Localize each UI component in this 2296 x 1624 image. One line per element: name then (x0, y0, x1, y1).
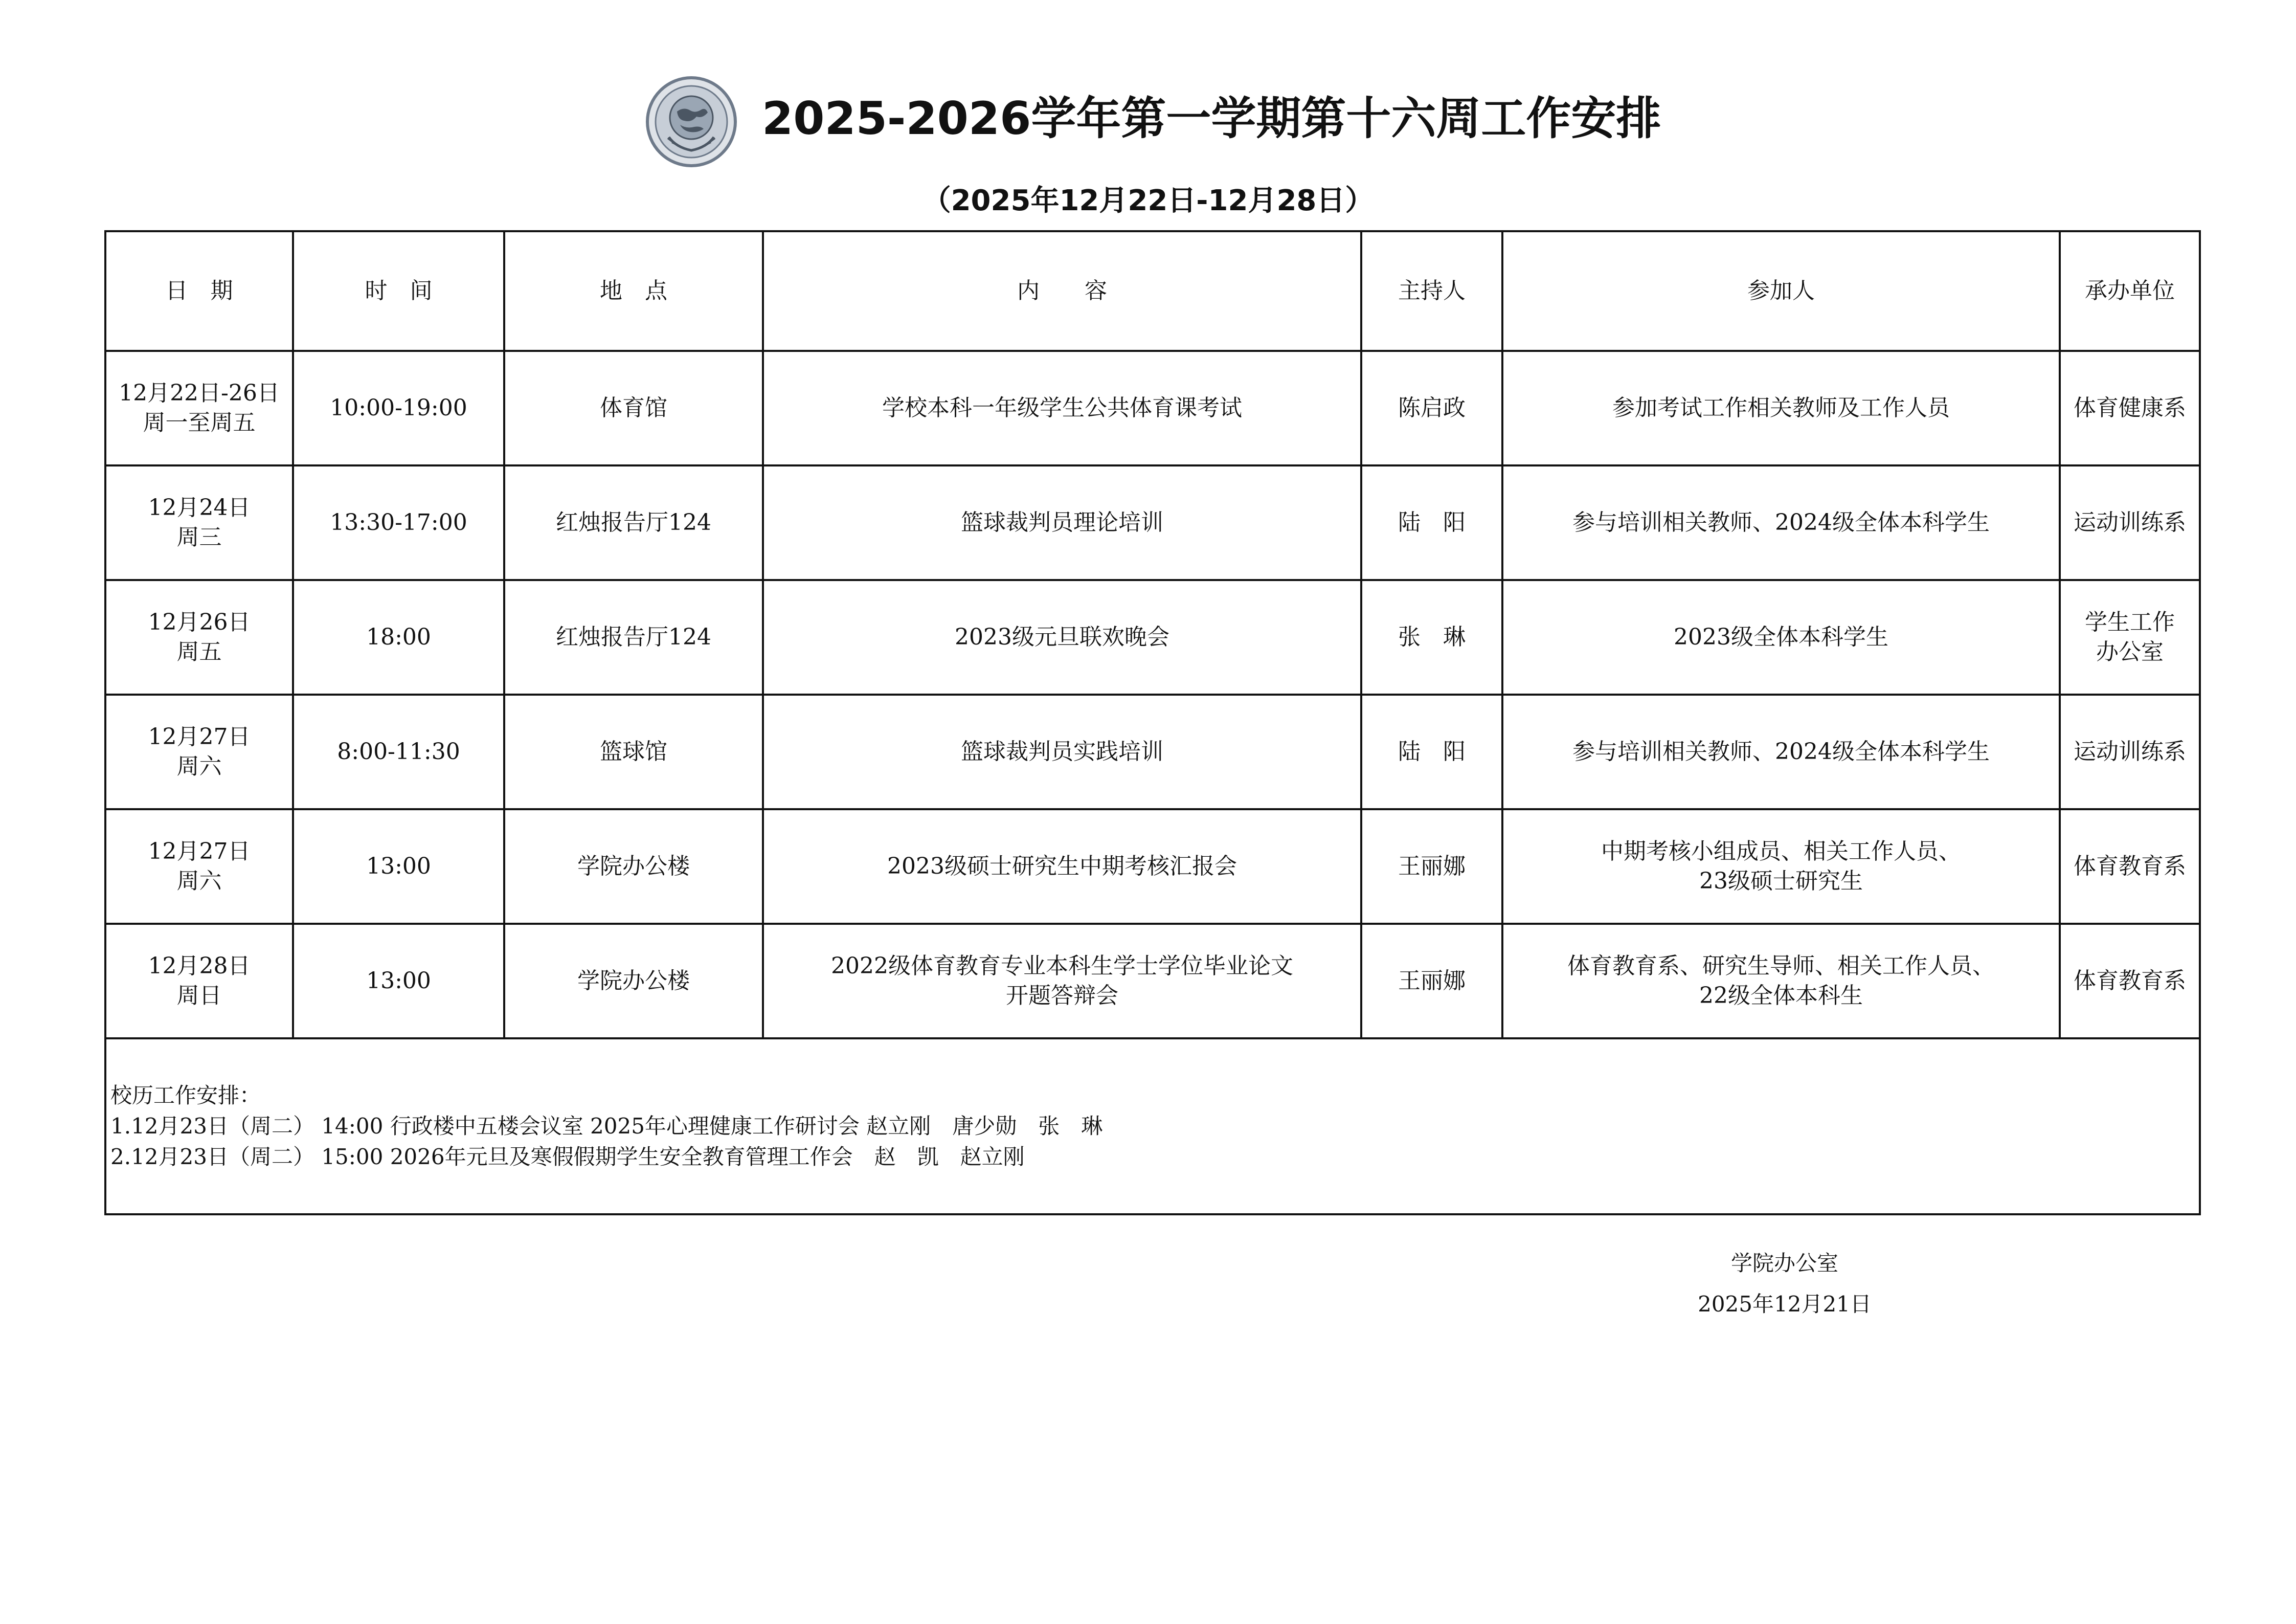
organizer-cell-line: 运动训练系 (2074, 739, 2186, 765)
participants-cell-line: 参与培训相关教师、2024级全体本科学生 (1572, 739, 1990, 765)
date-cell-line: 12月27日 (148, 838, 251, 864)
host-cell: 张 琳 (1361, 580, 1502, 695)
organizer-cell (2060, 809, 2200, 924)
date-cell (105, 465, 293, 580)
date-cell-line: 周五 (176, 639, 222, 665)
participants-cell-line: 22级全体本科生 (1699, 983, 1863, 1009)
footer-signature (1682, 1243, 1887, 1325)
participants-cell-line: 体育教育系、研究生导师、相关工作人员、 (1567, 953, 1995, 979)
content-cell (763, 695, 1361, 809)
host-cell: 陈启政 (1361, 351, 1502, 465)
participants-cell (1502, 924, 2060, 1038)
date-cell-line: 周一至周五 (143, 410, 256, 436)
content-cell (763, 809, 1361, 924)
content-cell-line: 2022级体育教育专业本科生学士学位毕业论文 (831, 953, 1293, 979)
date-cell (105, 695, 293, 809)
participants-cell (1502, 809, 2060, 924)
place-cell: 学院办公楼 (504, 809, 763, 924)
date-cell-line: 周六 (176, 868, 222, 894)
time-cell: 13:00 (293, 809, 504, 924)
participants-cell-line: 参与培训相关教师、2024级全体本科学生 (1572, 509, 1990, 536)
organizer-cell-line: 运动训练系 (2074, 509, 2186, 536)
host-cell: 王丽娜 (1361, 924, 1502, 1038)
organizer-cell-line: 体育教育系 (2074, 853, 2186, 879)
organizer-cell (2060, 351, 2200, 465)
content-cell (763, 924, 1361, 1038)
organizer-cell-line: 体育教育系 (2074, 968, 2186, 994)
organizer-cell (2060, 924, 2200, 1038)
date-cell-line: 12月24日 (148, 495, 251, 521)
issue-date: 2025年12月21日 (1698, 1292, 1872, 1317)
participants-cell (1502, 695, 2060, 809)
notes-row (105, 1038, 2200, 1214)
school-calendar-notes (105, 1038, 2200, 1214)
column-header: 承办单位 (2060, 231, 2200, 351)
content-cell (763, 351, 1361, 465)
participants-cell-line: 2023级全体本科学生 (1674, 624, 1888, 650)
table-row (105, 924, 2200, 1038)
content-cell-line: 篮球裁判员实践培训 (961, 739, 1163, 765)
participants-cell-line: 23级硕士研究生 (1699, 868, 1863, 894)
column-header: 主持人 (1361, 231, 1502, 351)
organizer-cell (2060, 695, 2200, 809)
organizer-cell-line: 体育健康系 (2074, 395, 2186, 421)
organizer-cell (2060, 580, 2200, 695)
organizer-cell-line: 办公室 (2096, 639, 2164, 665)
time-cell: 13:30-17:00 (293, 465, 504, 580)
table-row (105, 351, 2200, 465)
time-cell: 13:00 (293, 924, 504, 1038)
participants-cell (1502, 465, 2060, 580)
participants-cell (1502, 351, 2060, 465)
place-cell: 学院办公楼 (504, 924, 763, 1038)
date-cell (105, 924, 293, 1038)
column-header: 地 点 (504, 231, 763, 351)
school-seal-icon (645, 76, 737, 168)
host-cell: 陆 阳 (1361, 465, 1502, 580)
organizer-cell (2060, 465, 2200, 580)
column-header: 内 容 (763, 231, 1361, 351)
table-header-row (105, 231, 2200, 351)
date-cell-line: 周三 (176, 524, 222, 550)
table-row (105, 695, 2200, 809)
content-cell-line: 篮球裁判员理论培训 (961, 509, 1163, 536)
participants-cell (1502, 580, 2060, 695)
participants-cell-line: 中期考核小组成员、相关工作人员、 (1601, 838, 1961, 864)
date-cell-line: 周日 (176, 983, 222, 1009)
schedule-table (104, 230, 2201, 1215)
page-title: 2025-2026学年第一学期第十六周工作安排 (762, 92, 1661, 145)
time-cell: 10:00-19:00 (293, 351, 504, 465)
place-cell: 篮球馆 (504, 695, 763, 809)
note-item: 1.12月23日（周二） 14:00 行政楼中五楼会议室 2025年心理健康工作研讨会 赵立刚 唐少勋 张 琳 (110, 1114, 1103, 1139)
participants-cell-line: 参加考试工作相关教师及工作人员 (1612, 395, 1950, 421)
table-row (105, 465, 2200, 580)
notes-heading: 校历工作安排： (110, 1083, 261, 1108)
time-cell: 18:00 (293, 580, 504, 695)
date-cell-line: 周六 (176, 753, 222, 780)
column-header: 参加人 (1502, 231, 2060, 351)
column-header: 日 期 (105, 231, 293, 351)
table-body (105, 351, 2200, 1038)
date-cell-line: 12月22日-26日 (119, 380, 280, 406)
place-cell: 红烛报告厅124 (504, 465, 763, 580)
place-cell: 红烛报告厅124 (504, 580, 763, 695)
date-cell (105, 351, 293, 465)
content-cell-line: 开题答辩会 (1006, 983, 1118, 1009)
note-item: 2.12月23日（周二） 15:00 2026年元旦及寒假假期学生安全教育管理工作会 赵 凯 赵立刚 (110, 1144, 1025, 1169)
table-row (105, 809, 2200, 924)
place-cell: 体育馆 (504, 351, 763, 465)
content-cell-line: 学校本科一年级学生公共体育课考试 (882, 395, 1242, 421)
date-cell (105, 580, 293, 695)
organizer-cell-line: 学生工作 (2085, 609, 2175, 635)
column-header: 时 间 (293, 231, 504, 351)
date-range-subtitle: （2025年12月22日-12月28日） (922, 184, 1374, 217)
date-cell-line: 12月28日 (148, 953, 251, 979)
issuing-office: 学院办公室 (1730, 1251, 1838, 1276)
content-cell (763, 465, 1361, 580)
content-cell (763, 580, 1361, 695)
host-cell: 王丽娜 (1361, 809, 1502, 924)
date-cell-line: 12月27日 (148, 724, 251, 750)
date-cell-line: 12月26日 (148, 609, 251, 635)
content-cell-line: 2023级硕士研究生中期考核汇报会 (887, 853, 1237, 879)
table-row (105, 580, 2200, 695)
host-cell: 陆 阳 (1361, 695, 1502, 809)
time-cell: 8:00-11:30 (293, 695, 504, 809)
content-cell-line: 2023级元旦联欢晚会 (955, 624, 1169, 650)
date-cell (105, 809, 293, 924)
